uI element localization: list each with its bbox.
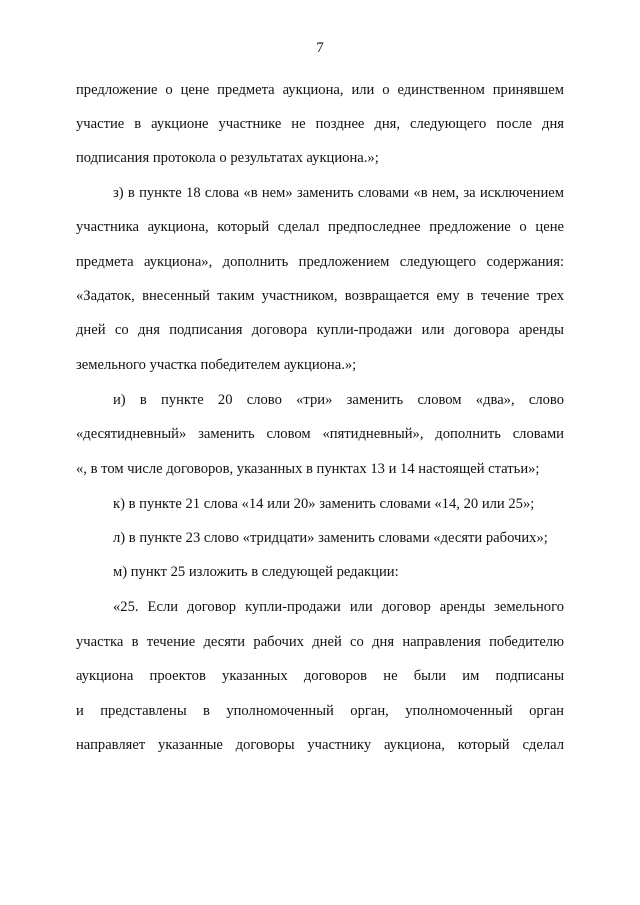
text-line: земельного участка победителем аукциона.»; <box>76 357 357 373</box>
text-line: участника аукциона, который сделал предпоследнее предложение о цене <box>76 219 564 235</box>
text-line: дней со дня подписания договора купли-продажи или договора аренды <box>76 322 564 338</box>
text-line: аукциона проектов указанных договоров не были им подписаны <box>76 668 564 684</box>
text-line: предложение о цене предмета аукциона, или о единственном принявшем <box>76 82 564 98</box>
text-line: предмета аукциона», дополнить предложением следующего содержания: <box>76 254 564 270</box>
text-line: «, в том числе договоров, указанных в пунктах 13 и 14 настоящей статьи»; <box>76 461 540 477</box>
text-line: з) в пункте 18 слова «в нем» заменить словами «в нем, за исключением <box>113 185 564 201</box>
text-line: подписания протокола о результатах аукциона.»; <box>76 150 379 166</box>
text-line: направляет указанные договоры участнику аукциона, который сделал <box>76 737 564 753</box>
text-line: л) в пункте 23 слово «тридцати» заменить словами «десяти рабочих»; <box>113 530 548 546</box>
text-line: м) пункт 25 изложить в следующей редакции: <box>113 564 399 580</box>
text-line: «25. Если договор купли-продажи или договор аренды земельного <box>113 599 564 615</box>
text-line: и) в пункте 20 слово «три» заменить словом «два», слово <box>113 392 564 408</box>
text-line: участие в аукционе участнике не позднее дня, следующего после дня <box>76 116 564 132</box>
text-line: и представлены в уполномоченный орган, уполномоченный орган <box>76 703 564 719</box>
text-line: участка в течение десяти рабочих дней со дня направления победителю <box>76 634 564 650</box>
text-line: «Задаток, внесенный таким участником, возвращается ему в течение трех <box>76 288 564 304</box>
text-line: «десятидневный» заменить словом «пятидневный», дополнить словами <box>76 426 564 442</box>
page-number: 7 <box>316 40 324 56</box>
text-line: к) в пункте 21 слова «14 или 20» заменить словами «14, 20 или 25»; <box>113 496 535 512</box>
